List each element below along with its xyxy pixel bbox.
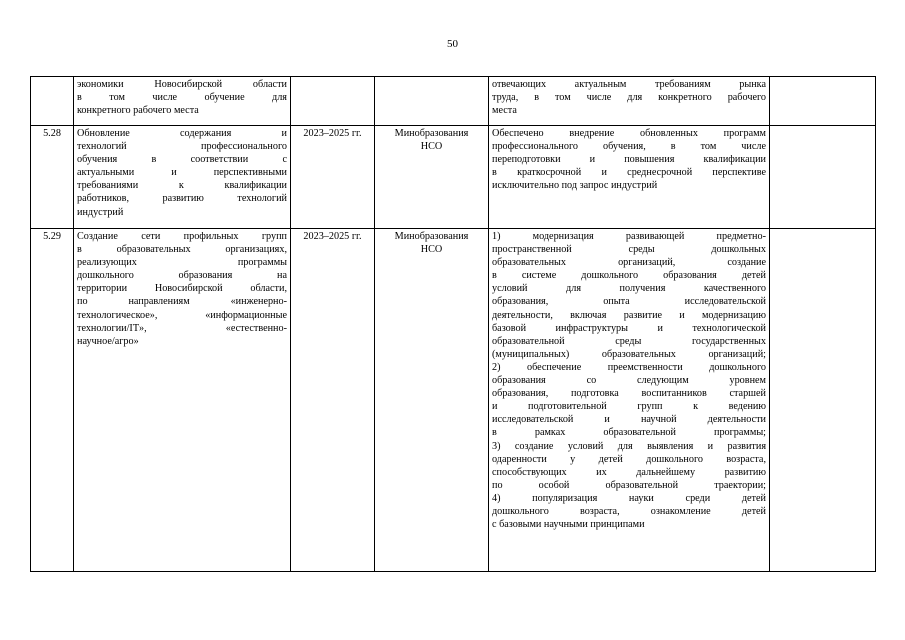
text-line: 3) создание условий для выявления и развития xyxy=(492,440,766,452)
table-row xyxy=(31,229,876,572)
text-line: Создание сети профильных групп xyxy=(77,231,287,242)
row-number-cell: 5.28 xyxy=(31,126,74,229)
table-row xyxy=(31,126,876,229)
text-line: образовательной среды государственных xyxy=(492,335,766,347)
text-line: исключительно под запрос индустрий xyxy=(492,180,658,192)
text-line: образования, подготовка воспитанников старшей xyxy=(492,388,766,400)
event-cell xyxy=(74,229,291,572)
text-line: одаренности у детей дошкольного возраста, xyxy=(492,453,766,465)
text-line: работников, развитию технологий xyxy=(77,193,287,205)
text-line: технологий профессионального xyxy=(77,141,287,153)
extra-cell xyxy=(770,229,876,572)
text-line: пространственной среды дошкольных xyxy=(492,244,766,256)
text-line: реализующих программы xyxy=(77,257,287,269)
text-line: образования со следующим уровнем xyxy=(492,375,766,387)
text-line: в краткосрочной и среднесрочной перспективе xyxy=(492,167,766,179)
text-line: образования, опыта исследовательской xyxy=(492,296,766,308)
period-cell: 2023–2025 гг. xyxy=(291,126,375,229)
text-line: в том числе обучение для xyxy=(77,92,287,104)
text-line: Обеспечено внедрение обновленных программ xyxy=(492,128,766,139)
text-line: НСО xyxy=(420,244,443,256)
text-line: актуальными и перспективными xyxy=(77,167,287,179)
result-cell xyxy=(489,126,770,229)
result-cell xyxy=(489,77,770,126)
text-line: с базовыми научными принципами xyxy=(492,519,645,531)
text-line: базовой инфраструктуры и технологической xyxy=(492,322,766,334)
text-line: условий для получения качественного xyxy=(492,283,766,295)
result-cell xyxy=(489,229,770,572)
text-line: способствующих их дальнейшему развитию xyxy=(492,466,766,478)
period-cell: 2023–2025 гг. xyxy=(291,229,375,572)
text-line: НСО xyxy=(420,141,443,153)
text-line: отвечающих актуальным требованиям рынка xyxy=(492,79,766,90)
text-line: в системе дошкольного образования детей xyxy=(492,270,766,282)
executor-cell xyxy=(375,77,489,126)
text-line: труда, в том числе для конкретного рабочего xyxy=(492,92,766,104)
extra-cell xyxy=(770,126,876,229)
text-line: обучения в соответствии с xyxy=(77,154,287,166)
text-line: исследовательской и научной деятельности xyxy=(492,414,766,426)
text-line: технологическое», «информационные xyxy=(77,309,287,321)
page-number: 50 xyxy=(447,38,458,50)
text-line: места xyxy=(492,105,517,117)
text-line: (муниципальных) образовательных организаций; xyxy=(492,348,766,360)
text-line: по особой образовательной траектории; xyxy=(492,479,766,491)
text-line: и подготовительной групп к ведению xyxy=(492,401,766,413)
text-line: конкретного рабочего места xyxy=(77,105,199,117)
text-line: научное/агро» xyxy=(77,335,139,347)
text-line: деятельности, включая развитие и модернизацию xyxy=(492,309,766,321)
text-line: требованиями к квалификации xyxy=(77,180,287,192)
text-line: 4) популяризация науки среди детей xyxy=(492,492,766,504)
text-line: образовательных организаций, создание xyxy=(492,257,766,269)
plan-table xyxy=(30,76,876,572)
text-line: переподготовки и повышения квалификации xyxy=(492,154,766,166)
extra-cell xyxy=(770,77,876,126)
event-cell xyxy=(74,77,291,126)
text-line: экономики Новосибирской области xyxy=(77,79,287,90)
text-line: в образовательных организациях, xyxy=(77,244,287,256)
text-line: Минобразования xyxy=(394,128,469,139)
text-line: 1) модернизация развивающей предметно- xyxy=(492,231,766,242)
text-line: 2) обеспечение преемственности дошкольного xyxy=(492,361,766,373)
executor-cell xyxy=(375,229,489,572)
text-line: индустрий xyxy=(77,206,124,218)
text-line: Минобразования xyxy=(394,231,469,242)
row-number-cell xyxy=(31,77,74,126)
text-line: Обновление содержания и xyxy=(77,128,287,139)
text-line: дошкольного образования на xyxy=(77,270,287,282)
period-cell xyxy=(291,77,375,126)
text-line: в рамках образовательной программы; xyxy=(492,427,766,439)
text-line: дошкольного возраста, ознакомление детей xyxy=(492,505,766,517)
event-cell xyxy=(74,126,291,229)
text-line: технологии/IT», «естественно- xyxy=(77,322,287,334)
row-number-cell: 5.29 xyxy=(31,229,74,572)
text-line: территории Новосибирской области, xyxy=(77,283,287,295)
text-line: по направлениям «инженерно- xyxy=(77,296,287,308)
executor-cell xyxy=(375,126,489,229)
table-row xyxy=(31,77,876,126)
text-line: профессионального обучения, в том числе xyxy=(492,141,766,153)
